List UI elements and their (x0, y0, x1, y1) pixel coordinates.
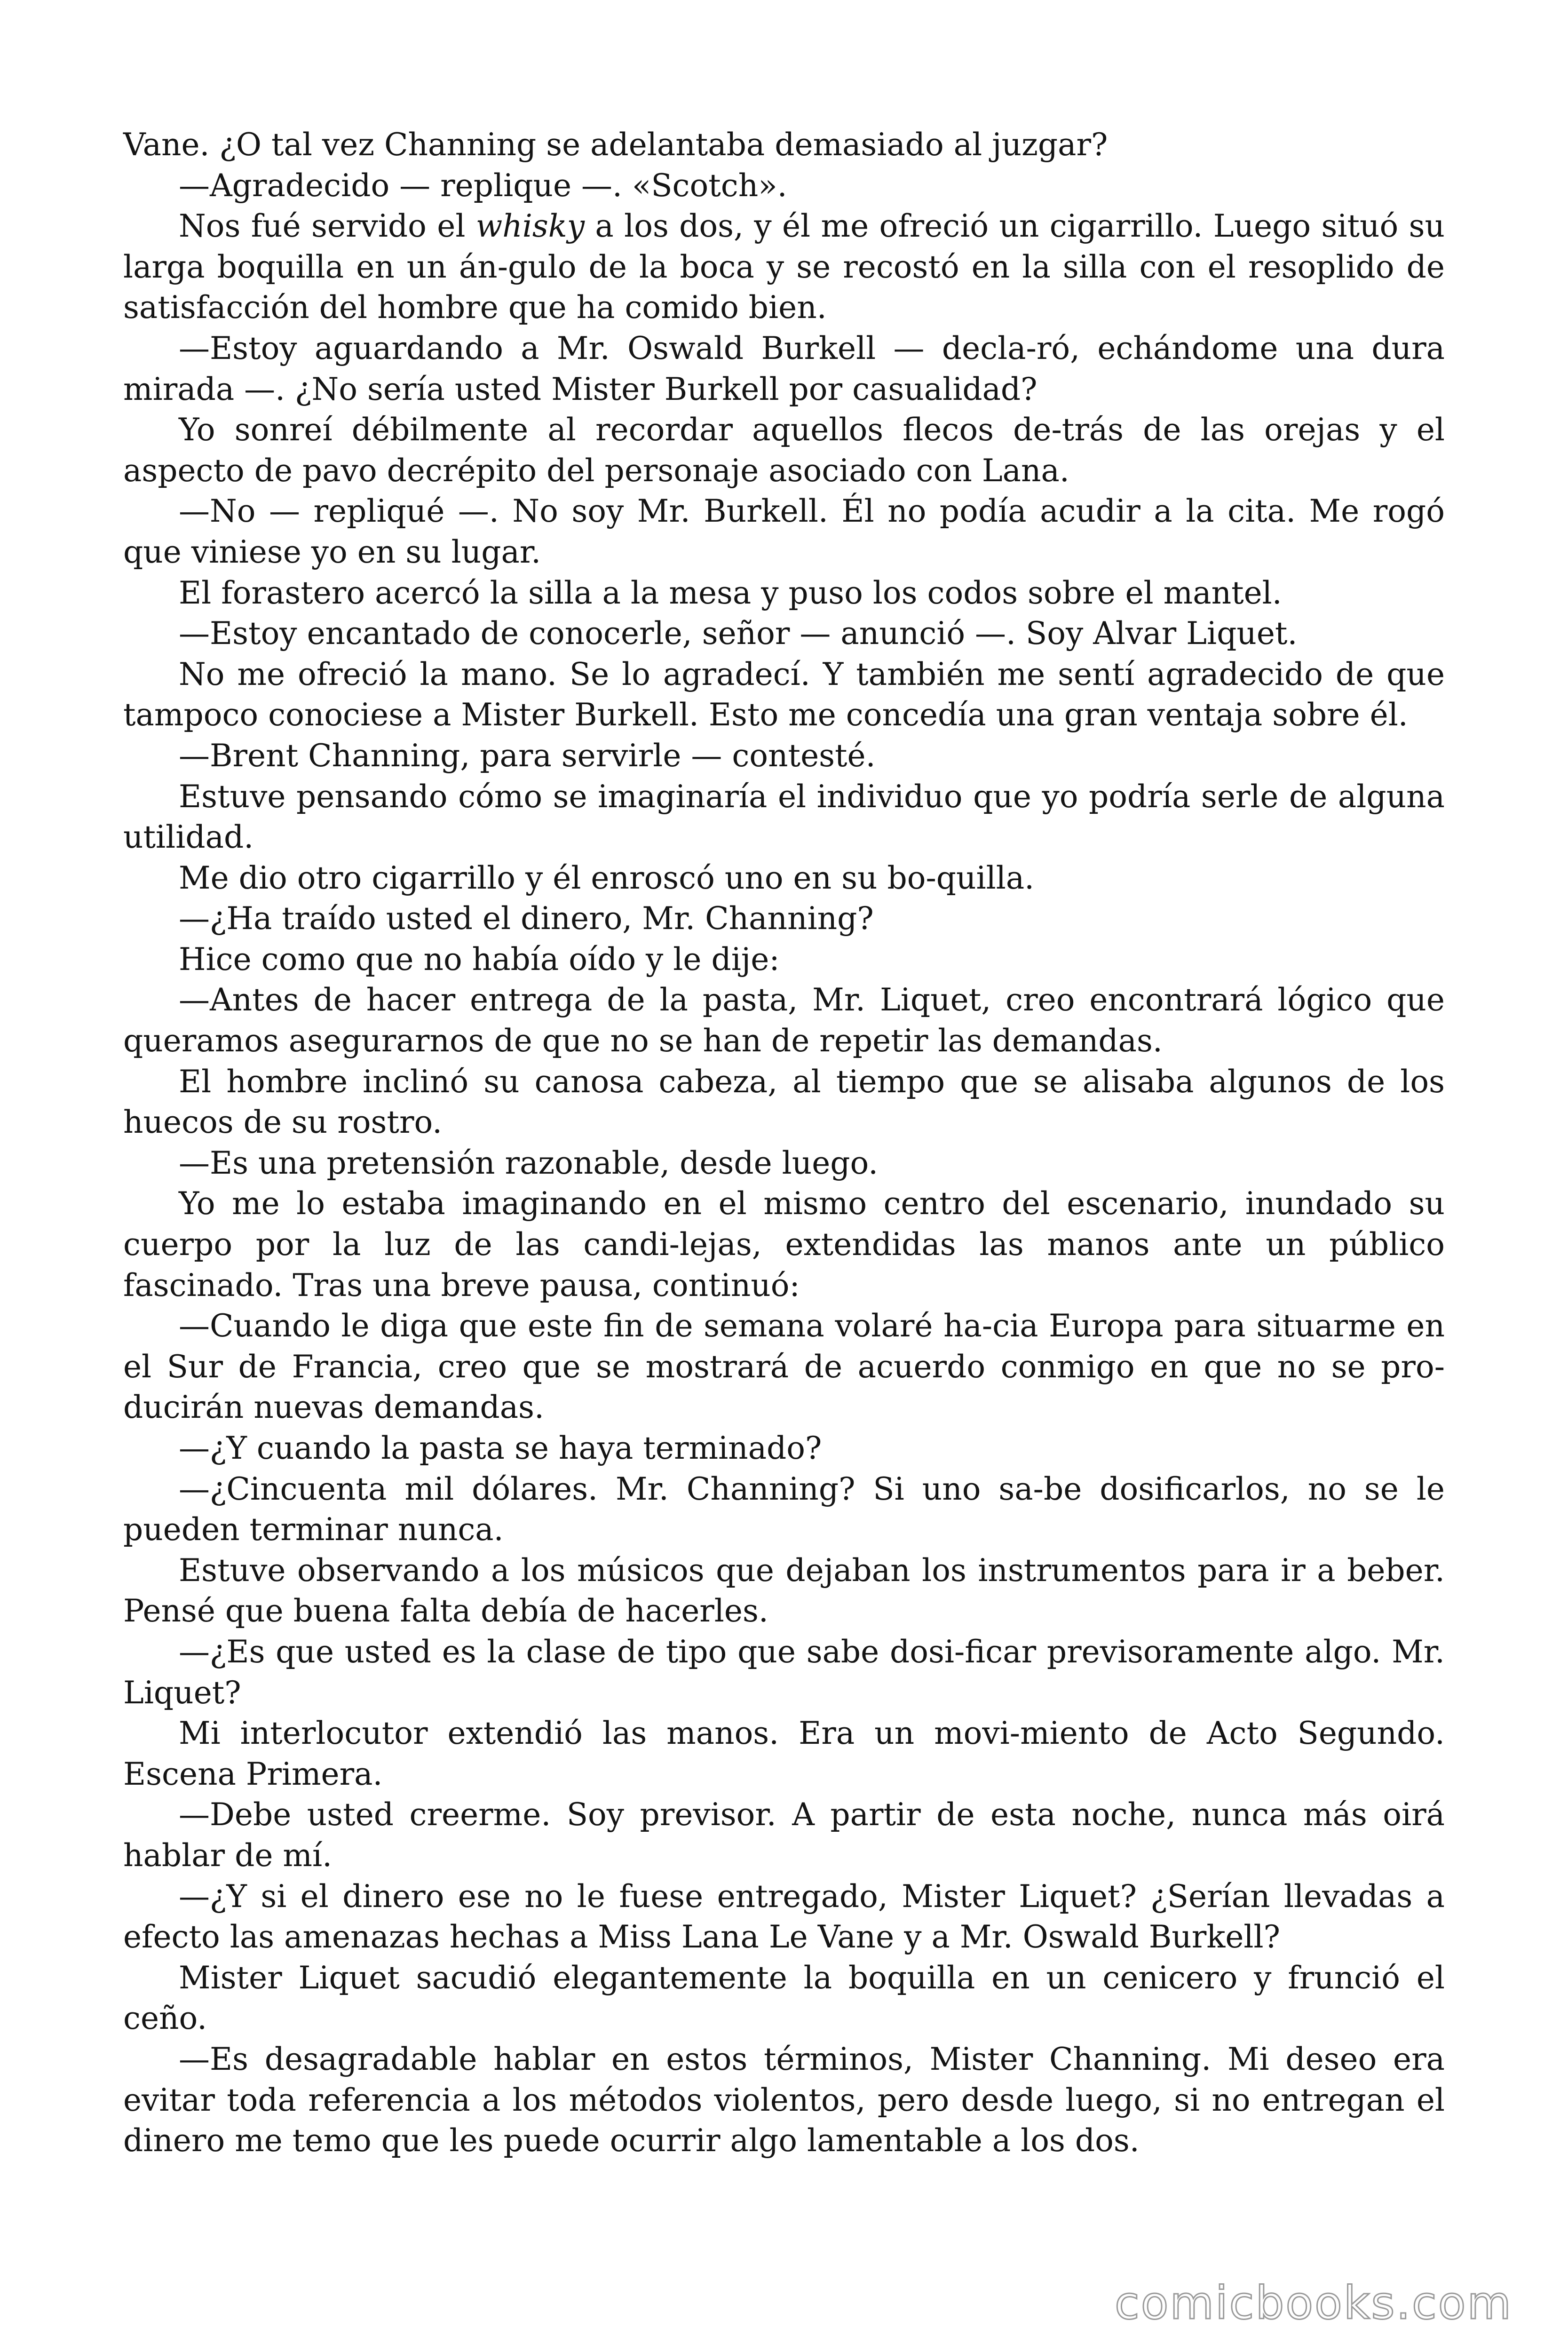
paragraph: Yo sonreí débilmente al recordar aquellos flecos de-trás de las orejas y el aspecto de pavo decrépito del personaje asociado con Lana. (123, 412, 1445, 489)
paragraph: —Antes de hacer entrega de la pasta, Mr. Liquet, creo encontrará lógico que queramos asegurarnos de que no se han de repetir las demandas. (123, 982, 1445, 1059)
paragraph: Me dio otro cigarrillo y él enroscó uno en su bo-quilla. (179, 859, 1035, 896)
paragraph: —Cuando le diga que este fin de semana volaré ha-cia Europa para situarme en el Sur de Francia, creo que se mostrará de acuerdo conmigo en que no se pro-ducirán nuevas demandas. (123, 1308, 1445, 1426)
paragraph: El forastero acercó la silla a la mesa y puso los codos sobre el mantel. (179, 574, 1282, 611)
paragraph: —¿Y si el dinero ese no le fuese entregado, Mister Liquet? ¿Serían llevadas a efecto las amenazas hechas a Miss Lana Le Vane y a Mr. Oswald Burkell? (123, 1878, 1445, 1955)
paragraph: —No — repliqué —. No soy Mr. Burkell. Él no podía acudir a la cita. Me rogó que viniese yo en su lugar. (123, 493, 1445, 570)
paragraph: —¿Es que usted es la clase de tipo que sabe dosi-ficar previsoramente algo. Mr. Liquet? (123, 1633, 1445, 1711)
paragraph: —Estoy encantado de conocerle, señor — anunció —. Soy Alvar Liquet. (179, 615, 1298, 652)
paragraph: —Debe usted creerme. Soy previsor. A partir de esta noche, nunca más oirá hablar de mí. (123, 1796, 1445, 1874)
paragraph: Estuve pensando cómo se imaginaría el individuo que yo podría serle de alguna utilidad. (123, 778, 1445, 856)
paragraph: El hombre inclinó su canosa cabeza, al tiempo que se alisaba algunos de los huecos de su rostro. (123, 1063, 1445, 1141)
paragraph: Mister Liquet sacudió elegantemente la boquilla en un cenicero y frunció el ceño. (123, 1959, 1445, 2037)
paragraph: —¿Ha traído usted el dinero, Mr. Channing? (179, 900, 874, 937)
paragraph: —¿Cincuenta mil dólares. Mr. Channing? Si uno sa-be dosificarlos, no se le pueden terminar nunca. (123, 1470, 1445, 1548)
paragraph-rest: a los dos, y él me ofreció un cigarrillo. Luego situó su larga boquilla en un án-gulo de la boca y se recostó en la silla con el resoplido de satisfacción del hombre que ha comido bien. (123, 208, 1445, 326)
paragraph: —Agradecido — replique —. «Scotch». (179, 167, 787, 204)
paragraph-start: Nos fué servido el (179, 208, 476, 245)
paragraph: Yo me lo estaba imaginando en el mismo centro del escenario, inundado su cuerpo por la luz de las candi-lejas, extendidas las manos ante un público fascinado. Tras una breve pausa, continuó: (123, 1185, 1445, 1303)
paragraph: —Es desagradable hablar en estos términos, Mister Channing. Mi deseo era evitar toda referencia a los métodos violentos, pero desde luego, si no entregan el dinero me temo que les puede ocurrir algo lamentable a los dos. (123, 2041, 1445, 2159)
paragraph: Mi interlocutor extendió las manos. Era un movi-miento de Acto Segundo. Escena Primera. (123, 1715, 1445, 1792)
paragraph: Hice como que no había oído y le dije: (179, 941, 780, 977)
paragraph (123, 206, 1445, 328)
paragraph: —¿Y cuando la pasta se haya terminado? (179, 1430, 822, 1466)
watermark: comicbooks.com (1114, 2277, 1513, 2329)
paragraph: —Estoy aguardando a Mr. Oswald Burkell — decla-ró, echándome una dura mirada —. ¿No sería usted Mister Burkell por casualidad? (123, 330, 1445, 407)
page-text (123, 125, 1445, 2161)
paragraph: No me ofreció la mano. Se lo agradecí. Y también me sentí agradecido de que tampoco conociese a Mister Burkell. Esto me concedía una gran ventaja sobre él. (123, 656, 1445, 733)
italic-word: whisky (475, 208, 585, 245)
paragraph: —Brent Channing, para servirle — contesté. (179, 737, 876, 774)
paragraph: —Es una pretensión razonable, desde luego. (179, 1144, 879, 1181)
paragraph: Vane. ¿O tal vez Channing se adelantaba demasiado al juzgar? (123, 127, 1108, 163)
paragraph: Estuve observando a los músicos que dejaban los instrumentos para ir a beber. Pensé que buena falta debía de hacerles. (123, 1552, 1445, 1629)
